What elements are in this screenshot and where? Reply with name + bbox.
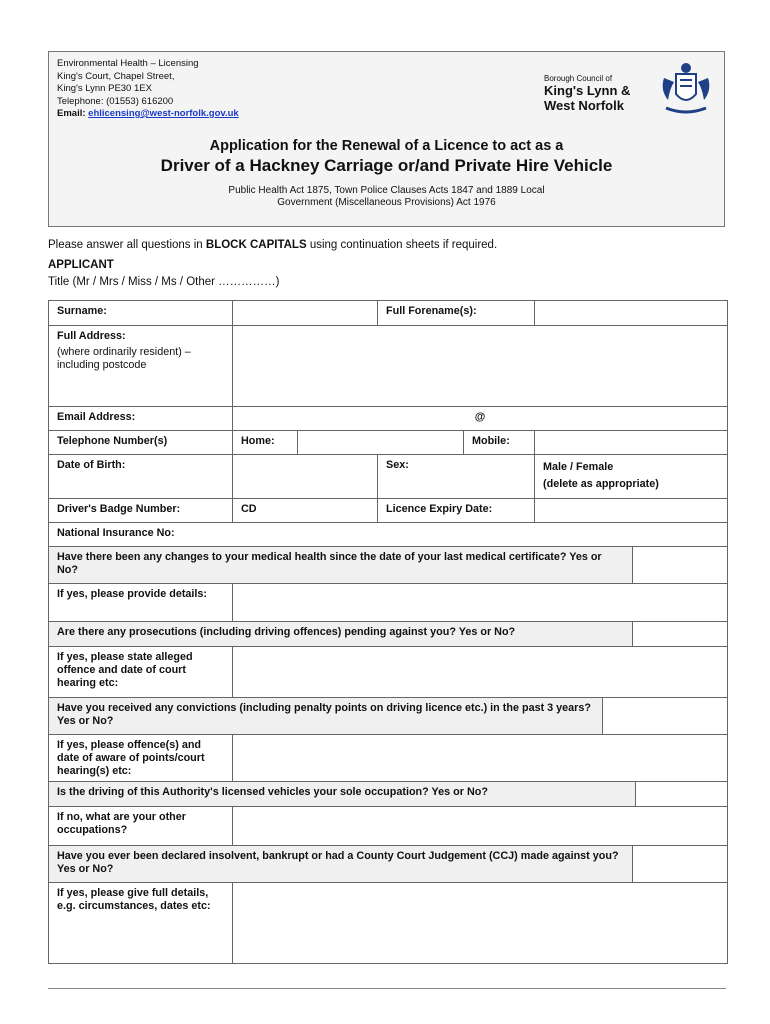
coat-of-arms-icon — [658, 60, 714, 118]
insolvency-question: Have you ever been declared insolvent, bankrupt or had a County Court Judgement (CCJ) made against you? Yes or No? — [48, 845, 633, 883]
surname-field[interactable] — [232, 300, 378, 326]
dob-field[interactable] — [232, 454, 378, 499]
form-title-line-2: Driver of a Hackney Carriage or/and Private Hire Vehicle — [160, 156, 613, 175]
occupation-question: Is the driving of this Authority's licensed vehicles your sole occupation? Yes or No? — [48, 781, 636, 807]
email-address-label: Email Address: — [48, 406, 233, 431]
header-panel — [48, 51, 725, 227]
address-line: King's Lynn PE30 1EX — [57, 83, 152, 94]
forenames-label: Full Forename(s): — [377, 300, 535, 326]
prosecutions-details-label: If yes, please state alleged offence and date of court hearing etc: — [48, 646, 233, 698]
mobile-phone-field[interactable] — [534, 430, 728, 455]
insolvency-details-field[interactable] — [232, 882, 728, 964]
home-phone-field[interactable] — [297, 430, 464, 455]
instructions-emphasis: BLOCK CAPITALS — [205, 239, 307, 251]
contact-address — [57, 58, 239, 121]
home-label: Home: — [232, 430, 298, 455]
instructions — [48, 239, 497, 251]
acts-line-2: Government (Miscellaneous Provisions) Act 1976 — [277, 197, 496, 208]
convictions-details-field[interactable] — [232, 734, 728, 782]
telephone-line: Telephone: (01553) 616200 — [57, 95, 174, 107]
medical-details-field[interactable] — [232, 583, 728, 622]
national-insurance-field[interactable] — [48, 522, 728, 547]
medical-details-label: If yes, please provide details: — [48, 583, 233, 622]
licence-expiry-label: Licence Expiry Date: — [377, 498, 535, 523]
address-line: King's Court, Chapel Street, — [57, 70, 175, 82]
section-heading-applicant: APPLICANT — [48, 259, 114, 271]
prosecutions-answer-field[interactable] — [632, 621, 728, 647]
council-logo — [544, 60, 714, 118]
sex-options: Male / Female — [543, 461, 614, 473]
badge-prefix: CD — [241, 503, 257, 515]
medical-answer-field[interactable] — [632, 546, 728, 584]
occupation-details-label: If no, what are your other occupations? — [48, 806, 233, 846]
instructions-text-end: using continuation sheets if required. — [306, 239, 498, 251]
occupation-answer-field[interactable] — [635, 781, 728, 807]
prosecutions-question: Are there any prosecutions (including driving offences) pending against you? Yes or No? — [48, 621, 633, 647]
form-title-line-1: Application for the Renewal of a Licence to act as a — [209, 138, 564, 154]
sex-field[interactable] — [534, 454, 728, 499]
council-small-text: Borough Council of — [544, 74, 613, 83]
badge-number-label: Driver's Badge Number: — [48, 498, 233, 523]
full-address-note: (where ordinarily resident) – including postcode — [57, 346, 191, 371]
applicant-form — [48, 300, 728, 964]
council-name-line-1: King's Lynn & — [544, 83, 631, 98]
council-name-line-2: West Norfolk — [544, 98, 624, 113]
occupation-details-field[interactable] — [232, 806, 728, 846]
prosecutions-details-field[interactable] — [232, 646, 728, 698]
sex-note: (delete as appropriate) — [543, 478, 659, 490]
email-label: Email: — [57, 108, 86, 119]
insolvency-answer-field[interactable] — [632, 845, 728, 883]
telephone-label: Telephone Number(s) — [48, 430, 233, 455]
address-line: Environmental Health – Licensing — [57, 58, 199, 69]
medical-question: Have there been any changes to your medical health since the date of your last medical certificate? Yes or No? — [48, 546, 633, 584]
national-insurance-label: National Insurance No: — [57, 527, 175, 539]
at-sign: @ — [474, 411, 486, 423]
email-link[interactable]: ehlicensing@west-norfolk.gov.uk — [88, 108, 239, 119]
convictions-answer-field[interactable] — [602, 697, 728, 735]
email-line — [57, 108, 239, 121]
forenames-field[interactable] — [534, 300, 728, 326]
acts-line-1: Public Health Act 1875, Town Police Clauses Acts 1847 and 1889 Local — [228, 185, 545, 196]
sex-label: Sex: — [377, 454, 535, 499]
legislation-reference — [49, 185, 724, 209]
footer-divider — [48, 988, 726, 989]
full-address-title: Full Address: — [57, 330, 126, 342]
surname-label: Surname: — [48, 300, 233, 326]
mobile-label: Mobile: — [463, 430, 535, 455]
email-address-field[interactable] — [232, 406, 728, 431]
title-options[interactable]: Title (Mr / Mrs / Miss / Ms / Other ……………) — [48, 276, 280, 288]
licence-expiry-field[interactable] — [534, 498, 728, 523]
dob-label: Date of Birth: — [48, 454, 233, 499]
full-address-label — [48, 325, 233, 407]
badge-number-field[interactable] — [232, 498, 378, 523]
convictions-details-label: If yes, please offence(s) and date of aware of points/court hearing(s) etc: — [48, 734, 233, 782]
insolvency-details-label: If yes, please give full details, e.g. circumstances, dates etc: — [48, 882, 233, 964]
instructions-text: Please answer all questions in — [48, 239, 206, 251]
full-address-field[interactable] — [232, 325, 728, 407]
convictions-question: Have you received any convictions (including penalty points on driving licence etc.) in the past 3 years? Yes or No? — [48, 697, 603, 735]
